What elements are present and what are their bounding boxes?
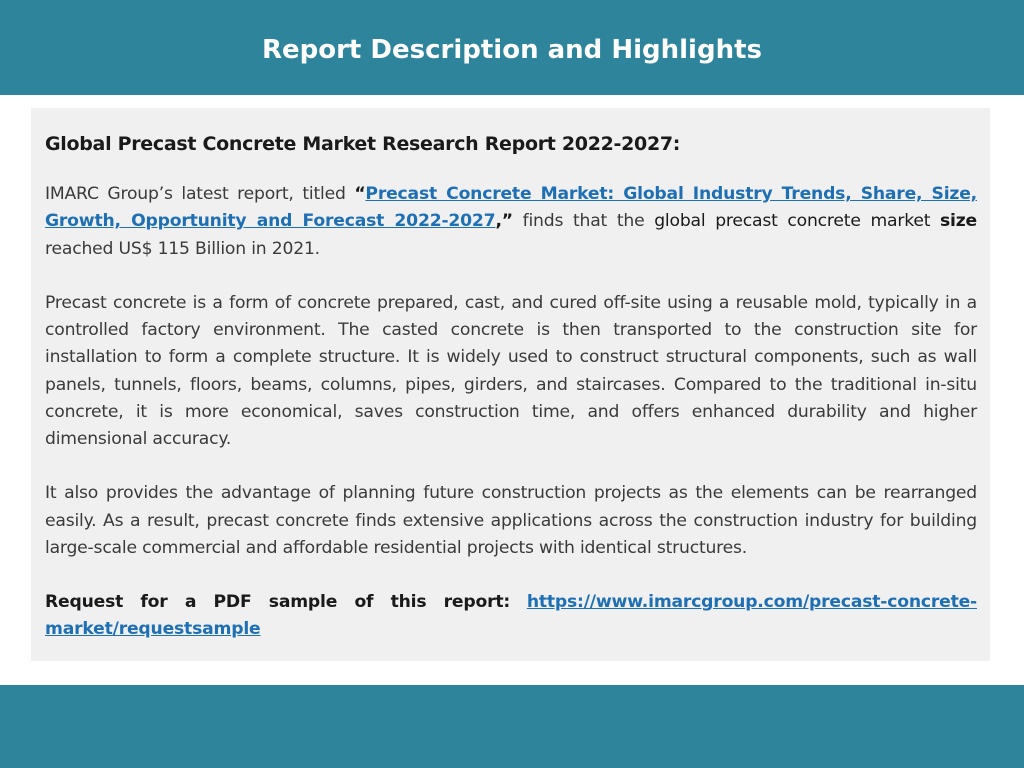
applications-paragraph: It also provides the advantage of planning future construction projects as the elements can be rearranged easily. As a result, precast concrete finds extensive applications across the construction industry for building large-scale commercial and affordable residential projects with identical structures. (45, 483, 977, 558)
intro-paragraph (45, 181, 977, 263)
report-title-link[interactable]: Precast Concrete Market: Global Industry Trends, Share, Size, Growth, Opportunity and Forecast 2022-2027 (45, 184, 977, 232)
report-description (45, 131, 977, 671)
intro-prefix: IMARC Group’s latest report, titled (45, 184, 355, 205)
section-heading: Global Precast Concrete Market Research Report 2022-2027: (45, 133, 681, 155)
description-paragraph: Precast concrete is a form of concrete prepared, cast, and cured off-site using a reusable mold, typically in a controlled factory environment. The casted concrete is then transported to the construction site for installation to form a complete structure. It is widely used to construct structural components, such as wall panels, tunnels, floors, beams, columns, pipes, girders, and staircases. Compared to the traditional in-situ concrete, it is more economical, saves construction time, and offers enhanced durability and higher dimensional accuracy. (45, 293, 977, 450)
close-quote: ,” (495, 211, 513, 232)
intro-global: global precast concrete market (654, 211, 941, 232)
section-heading-paragraph (45, 131, 977, 159)
open-quote: “ (354, 184, 366, 205)
request-label: Request for a PDF sample of this report: (45, 592, 511, 613)
request-sample-paragraph (45, 589, 977, 643)
intro-suffix: reached US$ 115 Billion in 2021. (45, 238, 320, 259)
footer-bar (0, 685, 1024, 768)
header-bar (0, 0, 1024, 95)
page-title: Report Description and Highlights (261, 34, 762, 65)
intro-middle: finds that the (512, 211, 655, 232)
intro-size: size (940, 211, 977, 232)
request-sample-link[interactable]: https://www.imarcgroup.com/precast-concrete-market/requestsample (45, 592, 977, 640)
